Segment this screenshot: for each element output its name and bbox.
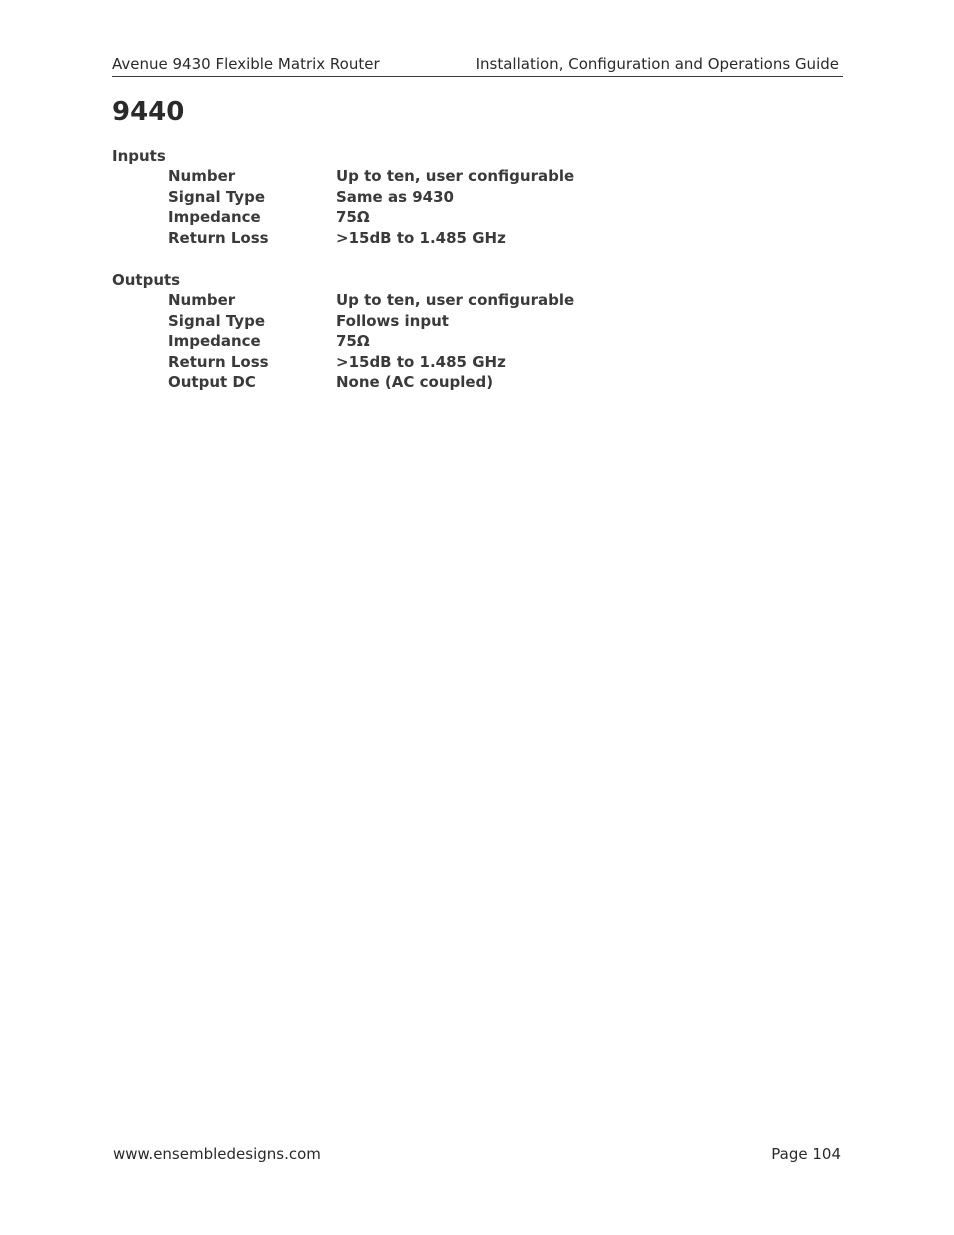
inputs-section [112, 146, 712, 248]
spec-value: None (AC coupled) [336, 373, 494, 392]
spec-value: Up to ten, user configurable [336, 167, 575, 185]
spec-label: Signal Type [168, 187, 265, 206]
spec-row [112, 228, 712, 249]
header-doc-title: Avenue 9430 Flexible Matrix Router [112, 55, 380, 73]
spec-label: Signal Type [168, 311, 265, 330]
header-guide-title: Installation, Configuration and Operations Guide [475, 55, 839, 73]
spec-value: >15dB to 1.485 GHz [336, 352, 506, 371]
outputs-heading: Outputs [112, 271, 181, 289]
spec-label: Output DC [168, 373, 256, 392]
page-title: 9440 [112, 97, 185, 127]
spec-value: Up to ten, user configurable [336, 291, 575, 309]
spec-row [112, 207, 712, 228]
spec-row [112, 187, 712, 208]
inputs-heading: Inputs [112, 147, 166, 165]
spec-label: Return Loss [168, 352, 269, 371]
spec-row [112, 331, 712, 352]
spec-row [112, 311, 712, 332]
spec-value: Follows input [336, 311, 449, 330]
spec-row [112, 290, 712, 311]
spec-row [112, 352, 712, 373]
spec-value: Same as 9430 [336, 187, 454, 206]
spec-label: Return Loss [168, 228, 269, 247]
outputs-section [112, 270, 712, 393]
spec-label: Impedance [168, 208, 261, 227]
page-header [112, 55, 843, 77]
footer-website: www.ensembledesigns.com [113, 1145, 321, 1163]
spec-label: Impedance [168, 332, 261, 351]
spec-value: >15dB to 1.485 GHz [336, 228, 506, 247]
spec-value: 75Ω [336, 332, 370, 351]
spec-value: 75Ω [336, 208, 370, 227]
footer-page-number: Page 104 [771, 1145, 841, 1163]
spec-label: Number [168, 167, 236, 185]
spec-row [112, 372, 712, 393]
spec-label: Number [168, 291, 236, 309]
spec-row [112, 166, 712, 187]
